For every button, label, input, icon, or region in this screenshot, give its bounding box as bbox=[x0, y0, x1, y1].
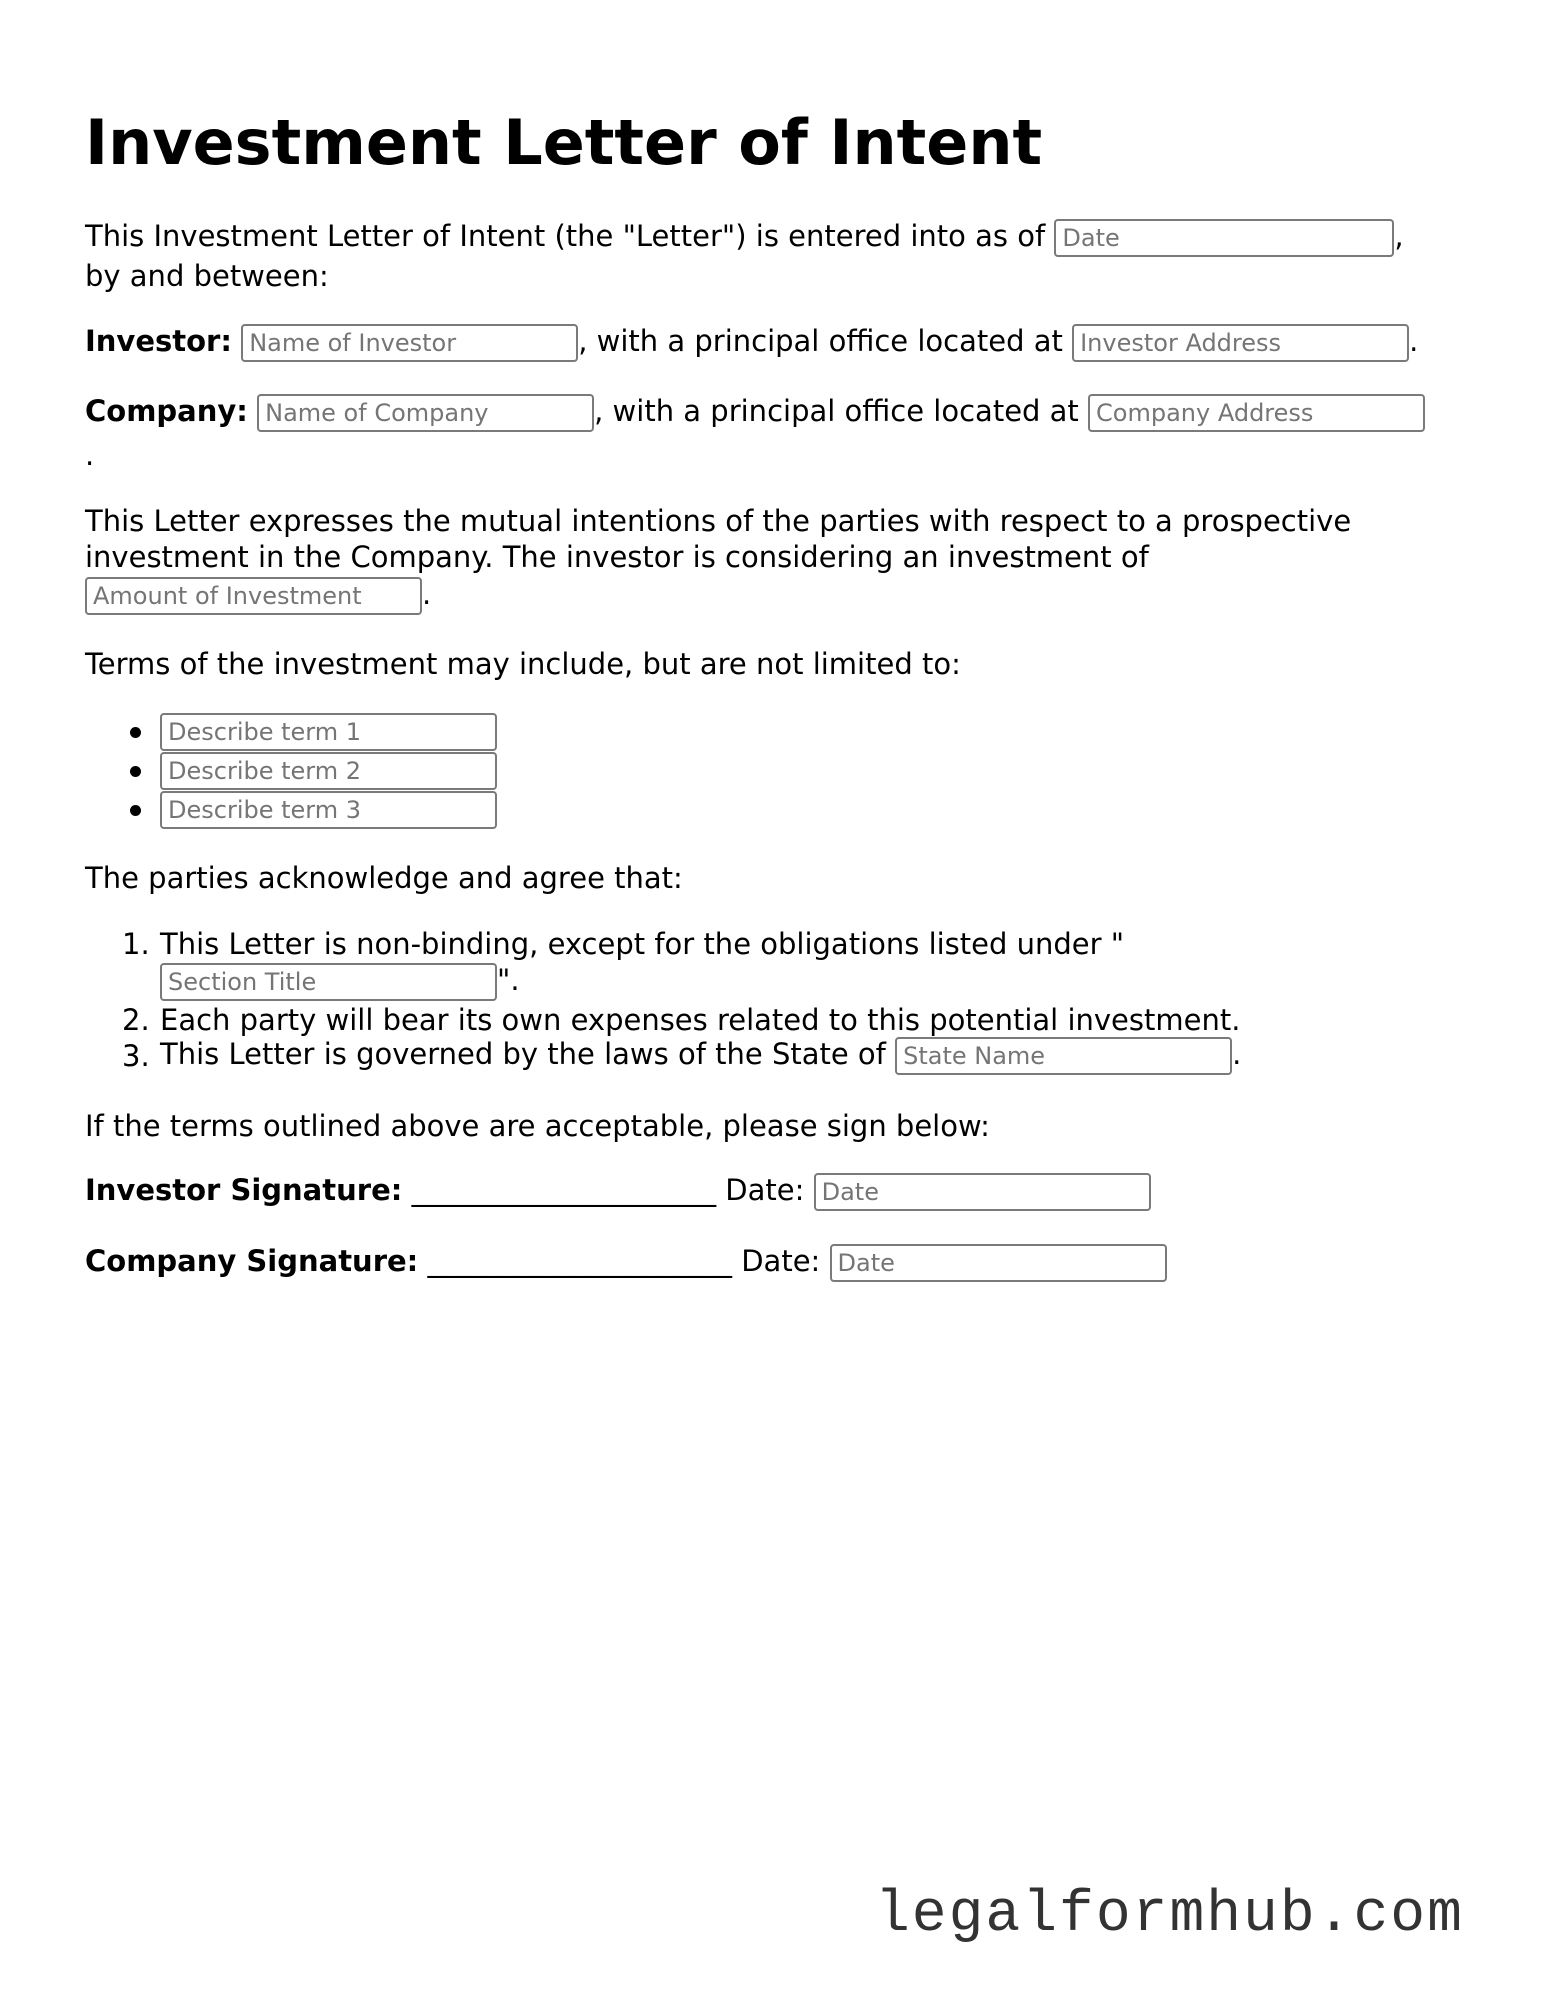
intro-date-field[interactable] bbox=[1054, 219, 1394, 257]
company-line bbox=[85, 393, 1425, 432]
terms-intro: Terms of the investment may include, but are not limited to: bbox=[85, 647, 961, 681]
investor-mid-text: , with a principal office located at bbox=[578, 324, 1063, 358]
ack-item-1-end: ". bbox=[497, 963, 520, 997]
bullet-marker bbox=[130, 805, 141, 816]
purpose-line-2: investment in the Company. The investor is considering an investment of bbox=[85, 540, 1149, 574]
investor-date-label: Date: bbox=[725, 1173, 805, 1207]
ack-item-1-text: This Letter is non-binding, except for the obligations listed under " bbox=[160, 927, 1125, 961]
bullet-marker bbox=[130, 727, 141, 738]
intro-line bbox=[85, 218, 1404, 257]
term-item-2 bbox=[160, 751, 497, 790]
purpose-amount-line bbox=[85, 576, 431, 615]
investor-end: . bbox=[1409, 324, 1419, 358]
investor-label: Investor: bbox=[85, 324, 232, 358]
term-item-1 bbox=[160, 712, 497, 751]
ack-item-3-line bbox=[160, 1036, 1241, 1075]
watermark-logo: legalformhub.com bbox=[875, 1883, 1464, 1948]
closing-text: If the terms outlined above are acceptable, please sign below: bbox=[85, 1109, 990, 1143]
ack-item-1-field-line bbox=[160, 962, 520, 1001]
page-title: Investment Letter of Intent bbox=[85, 106, 1043, 179]
investor-signature-label: Investor Signature: bbox=[85, 1173, 403, 1207]
investor-line bbox=[85, 323, 1418, 362]
state-name-field[interactable] bbox=[895, 1037, 1232, 1075]
ack-item-3-number: 3. bbox=[122, 1039, 150, 1073]
company-date-label: Date: bbox=[741, 1244, 821, 1278]
company-label: Company: bbox=[85, 394, 248, 428]
investor-date-field[interactable] bbox=[814, 1173, 1151, 1211]
company-end: . bbox=[85, 438, 95, 472]
company-signature-line bbox=[85, 1243, 1167, 1282]
term-item-3 bbox=[160, 790, 497, 829]
company-date-field[interactable] bbox=[830, 1244, 1167, 1282]
bullet-marker bbox=[130, 766, 141, 777]
term-field-3[interactable] bbox=[160, 791, 497, 829]
intro-line-2: by and between: bbox=[85, 259, 329, 293]
company-address-field[interactable] bbox=[1088, 394, 1425, 432]
intro-text: This Investment Letter of Intent (the "Letter") is entered into as of bbox=[85, 219, 1046, 253]
company-mid-text: , with a principal office located at bbox=[594, 394, 1079, 428]
investor-signature-blank[interactable]: _____________________ bbox=[411, 1173, 717, 1207]
investor-name-field[interactable] bbox=[241, 324, 578, 362]
term-field-2[interactable] bbox=[160, 752, 497, 790]
term-field-1[interactable] bbox=[160, 713, 497, 751]
ack-item-2-number: 2. bbox=[122, 1003, 150, 1037]
ack-item-1-number: 1. bbox=[122, 927, 150, 961]
ack-item-3-text: This Letter is governed by the laws of the State of bbox=[160, 1037, 886, 1071]
purpose-end: . bbox=[422, 577, 432, 611]
intro-comma: , bbox=[1394, 219, 1404, 253]
company-signature-blank[interactable]: _____________________ bbox=[427, 1244, 732, 1278]
investor-signature-line bbox=[85, 1172, 1151, 1211]
acknowledge-intro: The parties acknowledge and agree that: bbox=[85, 861, 683, 895]
purpose-line-1: This Letter expresses the mutual intentions of the parties with respect to a prospective bbox=[85, 504, 1352, 538]
ack-item-2-text: Each party will bear its own expenses related to this potential investment. bbox=[160, 1003, 1241, 1037]
investor-address-field[interactable] bbox=[1072, 324, 1409, 362]
company-signature-label: Company Signature: bbox=[85, 1244, 419, 1278]
section-title-field[interactable] bbox=[160, 963, 497, 1001]
company-name-field[interactable] bbox=[257, 394, 594, 432]
amount-field[interactable] bbox=[85, 577, 422, 615]
ack-item-3-end: . bbox=[1232, 1037, 1242, 1071]
